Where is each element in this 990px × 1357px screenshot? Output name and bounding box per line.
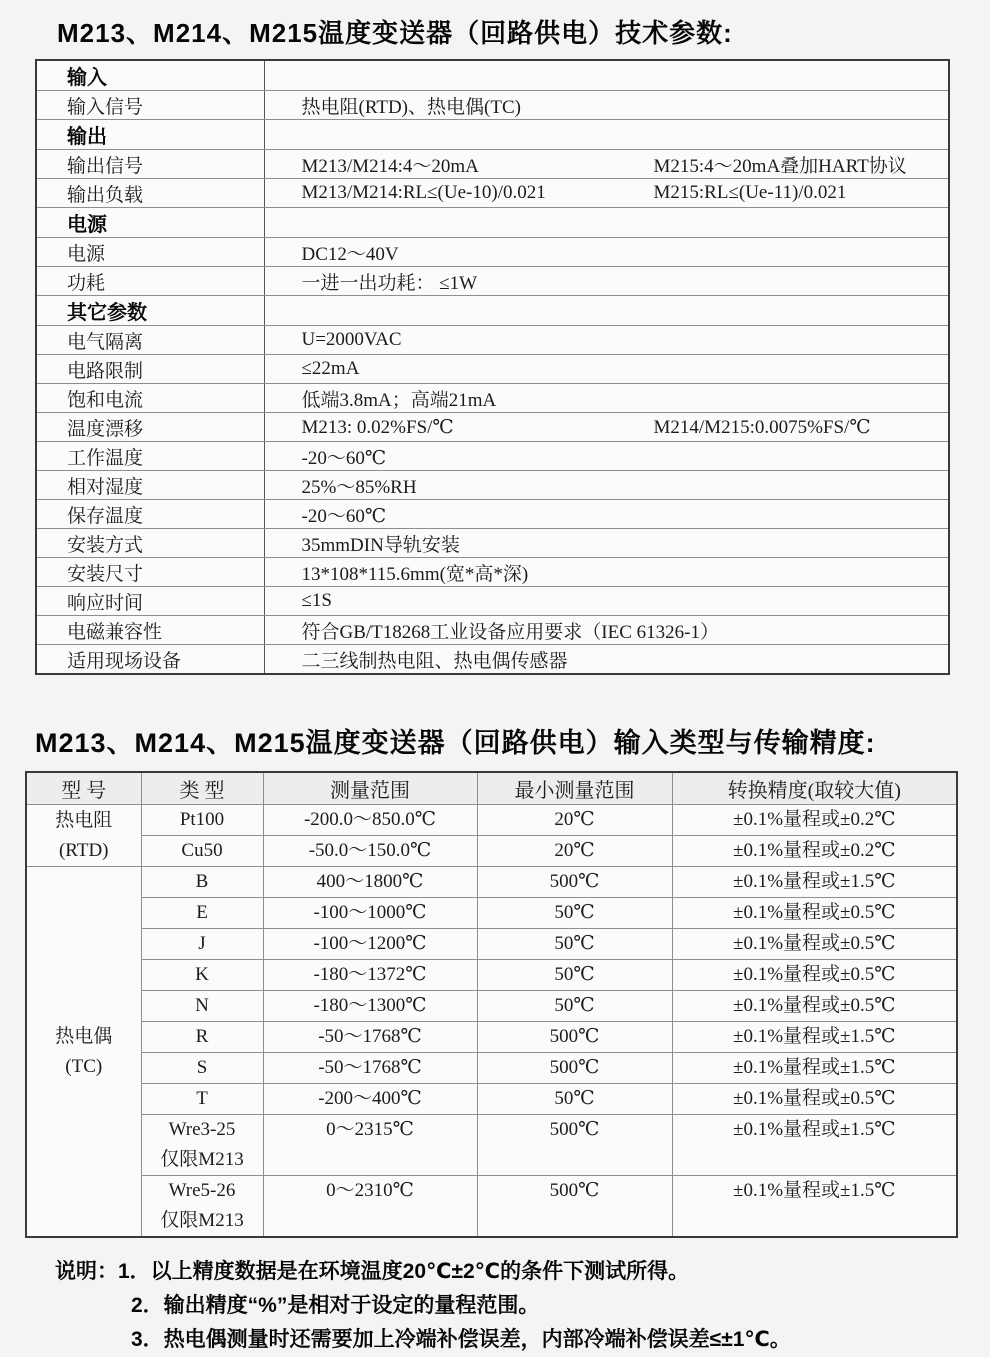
spec-value: 25%～85%RH xyxy=(264,471,949,500)
spec-row xyxy=(36,587,949,616)
spec-value: 一进一出功耗： ≤1W xyxy=(264,267,949,296)
spec-value xyxy=(264,208,949,238)
spec-value-part-1: M213: 0.02%FS/℃ xyxy=(301,416,454,438)
accuracy-row xyxy=(26,1115,957,1176)
tech-params-title: M213、M214、M215温度变送器（回路供电）技术参数: xyxy=(57,18,733,48)
sensor-type-note: 仅限M213 xyxy=(160,1149,244,1170)
spec-row xyxy=(36,91,949,120)
sensor-type-cell: R xyxy=(141,1022,263,1053)
note-line-3 xyxy=(55,1323,990,1357)
measure-range-cell: -180～1300℃ xyxy=(263,991,477,1022)
accuracy-cell: ±0.1%量程或±0.5℃ xyxy=(672,991,957,1022)
spec-label: 相对湿度 xyxy=(36,471,264,500)
accuracy-column-header: 测量范围 xyxy=(263,772,477,805)
spec-value xyxy=(264,60,949,91)
spec-label: 饱和电流 xyxy=(36,384,264,413)
accuracy-row xyxy=(26,867,957,898)
sensor-type-cell xyxy=(141,1115,263,1176)
spec-value-part-2: M215:RL≤(Ue-11)/0.021 xyxy=(653,182,847,203)
spec-row xyxy=(36,616,949,645)
sensor-type-cell: E xyxy=(141,898,263,929)
spec-row xyxy=(36,500,949,529)
spec-label: 输出信号 xyxy=(36,150,264,179)
spec-label: 电路限制 xyxy=(36,355,264,384)
spec-row xyxy=(36,208,949,238)
spec-label: 适用现场设备 xyxy=(36,645,264,675)
measure-range-cell: -50～1768℃ xyxy=(263,1022,477,1053)
spec-row xyxy=(36,267,949,296)
spec-row xyxy=(36,529,949,558)
spec-value-part-2: M214/M215:0.0075%FS/℃ xyxy=(653,416,871,438)
measure-range-cell: -100～1000℃ xyxy=(263,898,477,929)
spec-row xyxy=(36,326,949,355)
accuracy-title: M213、M214、M215温度变送器（回路供电）输入类型与传输精度: xyxy=(35,728,876,758)
spec-value: 低端3.8mA；高端21mA xyxy=(264,384,949,413)
min-range-cell: 50℃ xyxy=(477,898,672,929)
spec-row xyxy=(36,238,949,267)
accuracy-row xyxy=(26,836,957,867)
sensor-type-cell xyxy=(141,1176,263,1238)
spec-label: 其它参数 xyxy=(36,296,264,326)
spec-label: 输入 xyxy=(36,60,264,91)
sensor-type-cell: T xyxy=(141,1084,263,1115)
spec-label: 电磁兼容性 xyxy=(36,616,264,645)
accuracy-cell: ±0.1%量程或±0.5℃ xyxy=(672,898,957,929)
sensor-type-cell: B xyxy=(141,867,263,898)
accuracy-cell: ±0.1%量程或±0.5℃ xyxy=(672,960,957,991)
spec-row xyxy=(36,296,949,326)
spec-label: 保存温度 xyxy=(36,500,264,529)
spec-row xyxy=(36,442,949,471)
spec-label: 电气隔离 xyxy=(36,326,264,355)
spec-label: 输出负载 xyxy=(36,179,264,208)
spec-row xyxy=(36,384,949,413)
min-range-cell: 500℃ xyxy=(477,1053,672,1084)
note-text: 3．热电偶测量时还需要加上冷端补偿误差，内部冷端补偿误差≤±1℃。 xyxy=(131,1328,791,1351)
measure-range-cell: 400～1800℃ xyxy=(263,867,477,898)
spec-value: -20～60℃ xyxy=(264,442,949,471)
spec-value: 35mmDIN导轨安装 xyxy=(264,529,949,558)
spec-value: 符合GB/T18268工业设备应用要求（IEC 61326-1） xyxy=(264,616,949,645)
accuracy-row xyxy=(26,1053,957,1084)
min-range-cell: 20℃ xyxy=(477,805,672,836)
sensor-model-abbr: (RTD) xyxy=(58,839,109,861)
measure-range-cell: -200.0～850.0℃ xyxy=(263,805,477,836)
spec-row xyxy=(36,645,949,675)
accuracy-row xyxy=(26,960,957,991)
min-range-cell: 50℃ xyxy=(477,929,672,960)
sensor-model-name: 热电阻 xyxy=(55,809,113,831)
accuracy-row xyxy=(26,805,957,836)
spec-value xyxy=(264,150,949,179)
min-range-cell: 20℃ xyxy=(477,836,672,867)
accuracy-cell: ±0.1%量程或±1.5℃ xyxy=(672,1176,957,1238)
spec-value-part-1: M213/M214:4～20mA xyxy=(301,155,479,177)
tech-params-table xyxy=(35,59,950,675)
accuracy-body xyxy=(26,805,957,1238)
sensor-type-cell: Pt100 xyxy=(141,805,263,836)
spec-value: ≤22mA xyxy=(264,355,949,384)
sensor-model-cell xyxy=(26,805,141,867)
accuracy-cell: ±0.1%量程或±1.5℃ xyxy=(672,1115,957,1176)
note-prefix: 说明： xyxy=(55,1260,118,1283)
accuracy-row xyxy=(26,1176,957,1238)
spec-value: ≤1S xyxy=(264,587,949,616)
spec-row xyxy=(36,355,949,384)
spec-label: 电源 xyxy=(36,208,264,238)
spec-label: 温度漂移 xyxy=(36,413,264,442)
min-range-cell: 50℃ xyxy=(477,960,672,991)
accuracy-cell: ±0.1%量程或±0.2℃ xyxy=(672,805,957,836)
sensor-type-name: Wre3-25 xyxy=(168,1119,236,1140)
spec-row xyxy=(36,60,949,91)
spec-value: 13*108*115.6mm(宽*高*深) xyxy=(264,558,949,587)
spec-label: 电源 xyxy=(36,238,264,267)
accuracy-cell: ±0.1%量程或±0.5℃ xyxy=(672,929,957,960)
measure-range-cell: -50.0～150.0℃ xyxy=(263,836,477,867)
accuracy-row xyxy=(26,1022,957,1053)
measure-range-cell: -50～1768℃ xyxy=(263,1053,477,1084)
sensor-type-cell: N xyxy=(141,991,263,1022)
accuracy-row xyxy=(26,898,957,929)
accuracy-cell: ±0.1%量程或±0.2℃ xyxy=(672,836,957,867)
sensor-type-cell: S xyxy=(141,1053,263,1084)
sensor-model-cell xyxy=(26,867,141,1238)
spec-label: 响应时间 xyxy=(36,587,264,616)
spec-row xyxy=(36,150,949,179)
spec-label: 工作温度 xyxy=(36,442,264,471)
sensor-model-name: 热电偶 xyxy=(55,1025,113,1047)
measure-range-cell: -200～400℃ xyxy=(263,1084,477,1115)
spec-row xyxy=(36,179,949,208)
min-range-cell: 500℃ xyxy=(477,1115,672,1176)
accuracy-row xyxy=(26,991,957,1022)
sensor-type-cell: K xyxy=(141,960,263,991)
measure-range-cell: -100～1200℃ xyxy=(263,929,477,960)
spec-value: DC12～40V xyxy=(264,238,949,267)
spec-row xyxy=(36,413,949,442)
accuracy-column-header: 型 号 xyxy=(26,772,141,805)
accuracy-cell: ±0.1%量程或±0.5℃ xyxy=(672,1084,957,1115)
note-text: 1．以上精度数据是在环境温度20℃±2℃的条件下测试所得。 xyxy=(118,1260,690,1283)
spec-value xyxy=(264,296,949,326)
tech-params-body xyxy=(36,60,949,674)
sensor-type-note: 仅限M213 xyxy=(160,1210,244,1231)
spec-value-part-1: M213/M214:RL≤(Ue-10)/0.021 xyxy=(301,182,546,203)
sensor-type-name: Wre5-26 xyxy=(168,1180,236,1201)
spec-value xyxy=(264,120,949,150)
spec-value: 二三线制热电阻、热电偶传感器 xyxy=(264,645,949,675)
accuracy-cell: ±0.1%量程或±1.5℃ xyxy=(672,1053,957,1084)
note-text: 2．输出精度“%”是相对于设定的量程范围。 xyxy=(131,1294,540,1317)
sensor-type-cell: Cu50 xyxy=(141,836,263,867)
sensor-model-abbr: (TC) xyxy=(65,1055,103,1077)
measure-range-cell: -180～1372℃ xyxy=(263,960,477,991)
spec-row xyxy=(36,558,949,587)
spec-value xyxy=(264,179,949,208)
accuracy-column-header: 转换精度(取较大值) xyxy=(672,772,957,805)
note-line-1 xyxy=(55,1255,990,1289)
spec-value: -20～60℃ xyxy=(264,500,949,529)
measure-range-cell: 0～2310℃ xyxy=(263,1176,477,1238)
spec-value: U=2000VAC xyxy=(264,326,949,355)
spec-label: 功耗 xyxy=(36,267,264,296)
accuracy-table xyxy=(25,771,958,1238)
note-line-2 xyxy=(55,1289,990,1323)
min-range-cell: 50℃ xyxy=(477,991,672,1022)
spec-row xyxy=(36,471,949,500)
spec-value-part-2: M215:4～20mA叠加HART协议 xyxy=(653,155,907,177)
spec-label: 安装尺寸 xyxy=(36,558,264,587)
spec-row xyxy=(36,120,949,150)
measure-range-cell: 0～2315℃ xyxy=(263,1115,477,1176)
min-range-cell: 500℃ xyxy=(477,1022,672,1053)
accuracy-cell: ±0.1%量程或±1.5℃ xyxy=(672,1022,957,1053)
min-range-cell: 50℃ xyxy=(477,1084,672,1115)
spec-value xyxy=(264,413,949,442)
accuracy-row xyxy=(26,929,957,960)
spec-label: 安装方式 xyxy=(36,529,264,558)
accuracy-cell: ±0.1%量程或±1.5℃ xyxy=(672,867,957,898)
notes xyxy=(55,1255,990,1357)
spec-label: 输出 xyxy=(36,120,264,150)
min-range-cell: 500℃ xyxy=(477,867,672,898)
spec-label: 输入信号 xyxy=(36,91,264,120)
accuracy-column-header: 最小测量范围 xyxy=(477,772,672,805)
accuracy-row xyxy=(26,1084,957,1115)
spec-value: 热电阻(RTD)、热电偶(TC) xyxy=(264,91,949,120)
accuracy-column-header: 类 型 xyxy=(141,772,263,805)
min-range-cell: 500℃ xyxy=(477,1176,672,1238)
accuracy-header-row xyxy=(26,772,957,805)
sensor-type-cell: J xyxy=(141,929,263,960)
